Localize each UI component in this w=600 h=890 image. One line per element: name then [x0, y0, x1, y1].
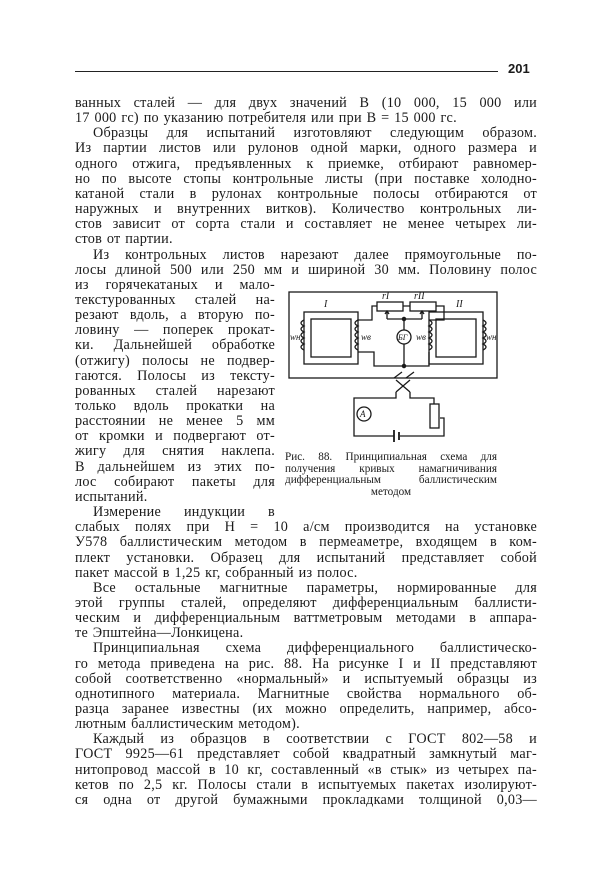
text-line: ческим и дифференциальным ваттметровым методами в аппара- [75, 610, 537, 627]
wire [358, 319, 429, 366]
text-line: Каждый из образцов в соответствии с ГОСТ 802—58 и [93, 731, 537, 748]
text-line: одного отжига, предъявленных к приемке, отбирают равномер- [75, 155, 537, 172]
text-line: лосы длиной 500 или 250 мм и шириной 30 мм. Половину полос [75, 261, 537, 278]
caption-line: методом [370, 485, 412, 498]
caption-line: дифференциальным баллистическим [285, 474, 497, 486]
rheostat-icon [430, 404, 439, 428]
text-line: Образцы для испытаний изготовляют следующим образом. [93, 125, 537, 142]
text-line: этой группы сталей, определяют дифференциальным баллисти- [75, 594, 537, 611]
label-galvanometer: БГ [398, 333, 408, 342]
figure-caption [285, 452, 497, 498]
text-line: но по высоте стопы контрольные листы (при поставке холодно- [75, 170, 537, 187]
text-line: от кромки и подвергают от- [75, 428, 275, 445]
text-line: наружных и внутренних витков). Количество контрольных ли- [75, 201, 537, 218]
label-wv-right: wв [416, 332, 426, 342]
resistor-r1-icon [377, 302, 403, 311]
text-line: Все остальные магнитные параметры, нормированные для [93, 579, 537, 596]
text-line: В дальнейшем из этих по- [75, 458, 275, 475]
text-line: слабых полях при H = 10 а/см производится на установке [75, 519, 537, 536]
text-line: плект установки. Образец для испытаний представляет собой [75, 549, 537, 566]
text-line: ки. Дальнейшей обработке [75, 337, 275, 354]
page-number: 201 [508, 61, 530, 76]
header-rule [75, 71, 498, 72]
text-line: катаной стали в рулонах контрольные полосы отбираются от [75, 185, 537, 202]
label-wn-left: wн [290, 332, 301, 342]
text-line: кетов по 2,5 кг. Полосы стали в испытуемых пакетах изолируют- [75, 776, 537, 793]
text-line: Из партии листов или рулонов одной марки, одного размера и [75, 140, 537, 157]
text-line: Из контрольных листов нарезают далее прямоугольные по- [93, 246, 537, 263]
text-line: пакет массой в 1,25 кг, собранный из полос. [75, 564, 358, 581]
text-line: Измерение индукции в [93, 504, 275, 521]
figure-88-circuit-diagram [284, 286, 502, 448]
text-line: У578 баллистическим методом в пермеаметре, входящем в ком- [75, 534, 537, 551]
text-line: (отжигу) полосы не подвер- [75, 352, 275, 369]
text-line: ванных сталей — для двух значений B (10 000, 15 000 или [75, 95, 537, 111]
text-line: жигу для снятия наклепа. [75, 443, 275, 460]
resistor-r2-icon [410, 302, 436, 311]
label-r1: rI [382, 291, 390, 302]
text-line: из горячекатаных и мало- [75, 276, 275, 293]
text-line: рованных сталей нарезают [75, 382, 275, 399]
text-line: резают вдоль, а вторую по- [75, 307, 275, 324]
text-line: ловину — поперек прокат- [75, 322, 275, 339]
text-line: Принципиальная схема дифференциального баллистическо- [93, 640, 537, 657]
text-line: гаются. Полосы из тексту- [75, 367, 275, 384]
text-line: нитопровод массой в 10 кг, составленный «в стык» из четырех па- [75, 761, 537, 778]
label-core-1: I [324, 299, 328, 310]
battery-icon [394, 430, 399, 442]
text-line: стов от партии. [75, 231, 173, 248]
label-ammeter: A [360, 409, 366, 419]
text-line: 17 000 гс) по указанию потребителя или при B = 15 000 гс. [75, 110, 457, 127]
caption-line: Рис. 88. Принципиальная схема для [285, 451, 497, 463]
label-wn-right: wн [486, 332, 497, 342]
text-line: лос собирают пакеты для [75, 473, 275, 490]
core-1 [301, 312, 358, 364]
text-line: стов зависит от сорта стали и составляет не менее четырех ли- [75, 216, 537, 233]
reversing-switch-icon [394, 372, 414, 392]
text-line: текстурованных сталей на- [75, 291, 275, 308]
caption-line: получения кривых намагничивания [285, 462, 497, 475]
text-line: только вдоль прокатки на [75, 398, 275, 414]
text-line: лютным баллистическим методом). [75, 716, 300, 733]
text-line: разца заранее известны (их можно определить, например, абсо- [75, 701, 537, 717]
text-line: испытаний. [75, 488, 148, 505]
text-line: ся одна от другой бумажными прокладками толщиной 0,03— [75, 791, 537, 808]
label-core-2: II [456, 299, 463, 310]
text-line: ГОСТ 9925—61 представляет собой квадратный замкнутый маг- [75, 746, 537, 763]
label-r2: rII [414, 291, 425, 302]
text-line: те Эпштейна—Лонкицена. [75, 625, 244, 642]
text-line: го метода приведена на рис. 88. На рисунке I и II представляют [75, 655, 537, 672]
label-wv-left: wв [361, 332, 371, 342]
text-line: собой соответственно «нормальный» и испытуемый образцы из [75, 670, 537, 687]
text-line: однотипного материала. Магнитные свойства нормального об- [75, 685, 537, 702]
text-line: расстоянии не менее 5 мм [75, 413, 275, 430]
